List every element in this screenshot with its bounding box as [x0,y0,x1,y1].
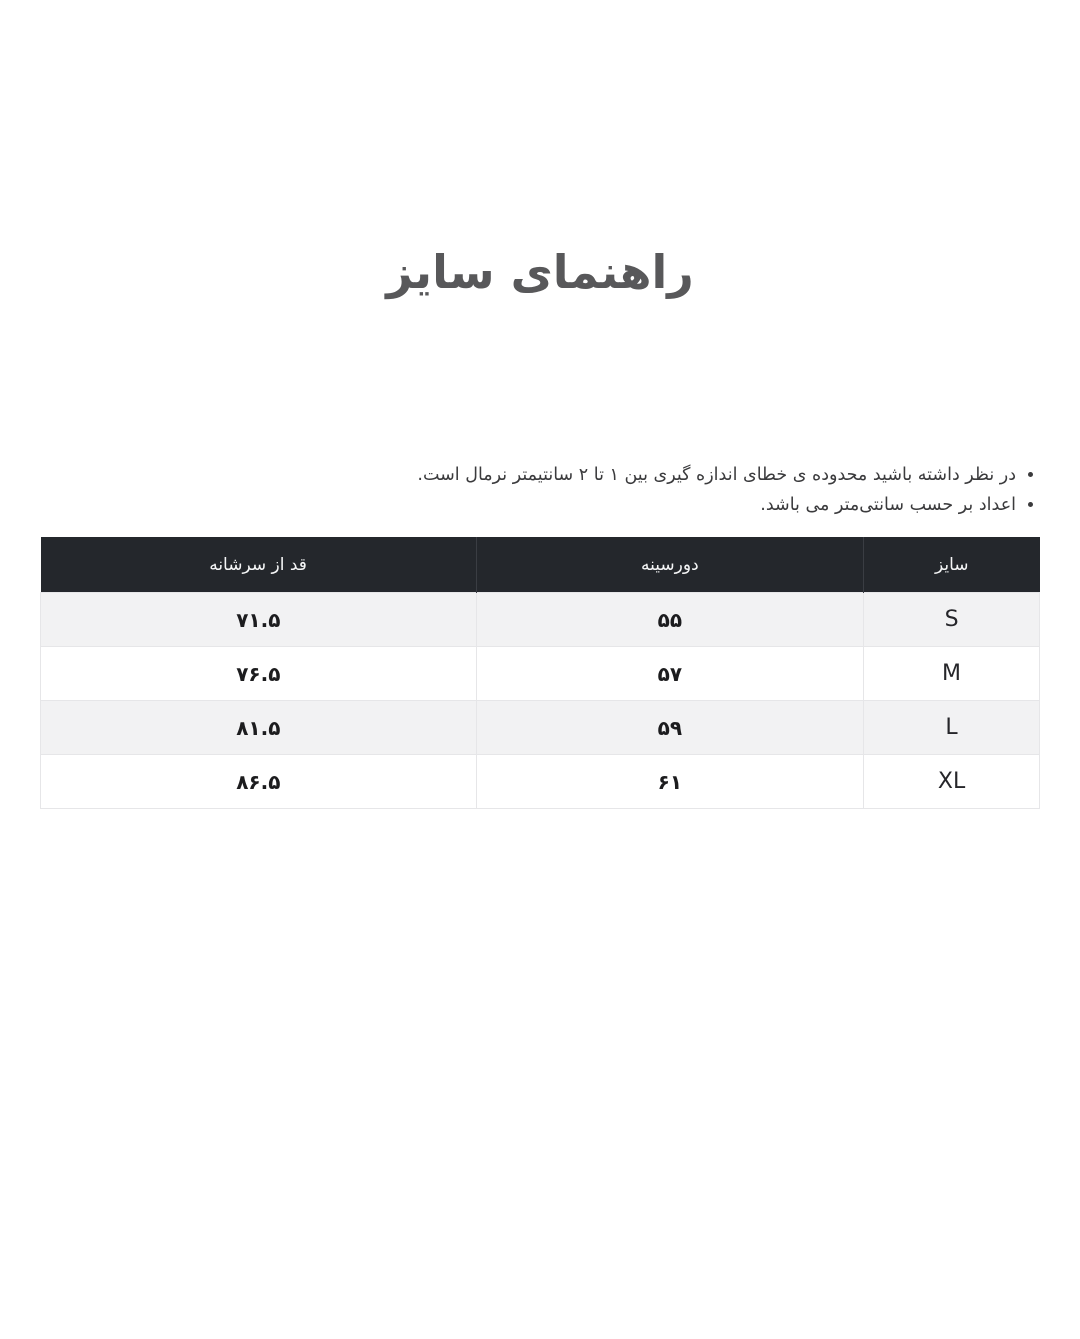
cell-chest: ۵۹ [476,701,864,755]
cell-chest: ۶۱ [476,755,864,809]
cell-shoulder-length: ۷۶.۵ [41,647,477,701]
page-title: راهنمای سایز [386,245,694,299]
cell-size: M [864,647,1040,701]
size-table-body [41,593,1040,809]
cell-shoulder-length: ۸۶.۵ [41,755,477,809]
header-cell-size: سایز [864,537,1040,593]
table-row [41,593,1040,647]
cell-chest: ۵۵ [476,593,864,647]
cell-chest: ۵۷ [476,647,864,701]
size-table-header [41,537,1040,593]
table-row [41,755,1040,809]
table-row [41,647,1040,701]
cell-size: XL [864,755,1040,809]
header-cell-shoulder-length: قد از سرشانه [41,537,477,593]
header-cell-chest: دورسینه [476,537,864,593]
cell-size: L [864,701,1040,755]
cell-size: S [864,593,1040,647]
notes-list [40,460,1040,520]
note-item-units: • اعداد بر حسب سانتی‌متر می باشد. [40,490,1016,520]
size-guide-page [40,0,1040,809]
table-row [41,701,1040,755]
cell-shoulder-length: ۸۱.۵ [41,701,477,755]
cell-shoulder-length: ۷۱.۵ [41,593,477,647]
size-table [40,537,1040,809]
header-row [41,537,1040,593]
note-item-measurement-tolerance: • در نظر داشته باشید محدوده ی خطای اندازه گیری بین ۱ تا ۲ سانتیمتر نرمال است. [40,460,1016,490]
